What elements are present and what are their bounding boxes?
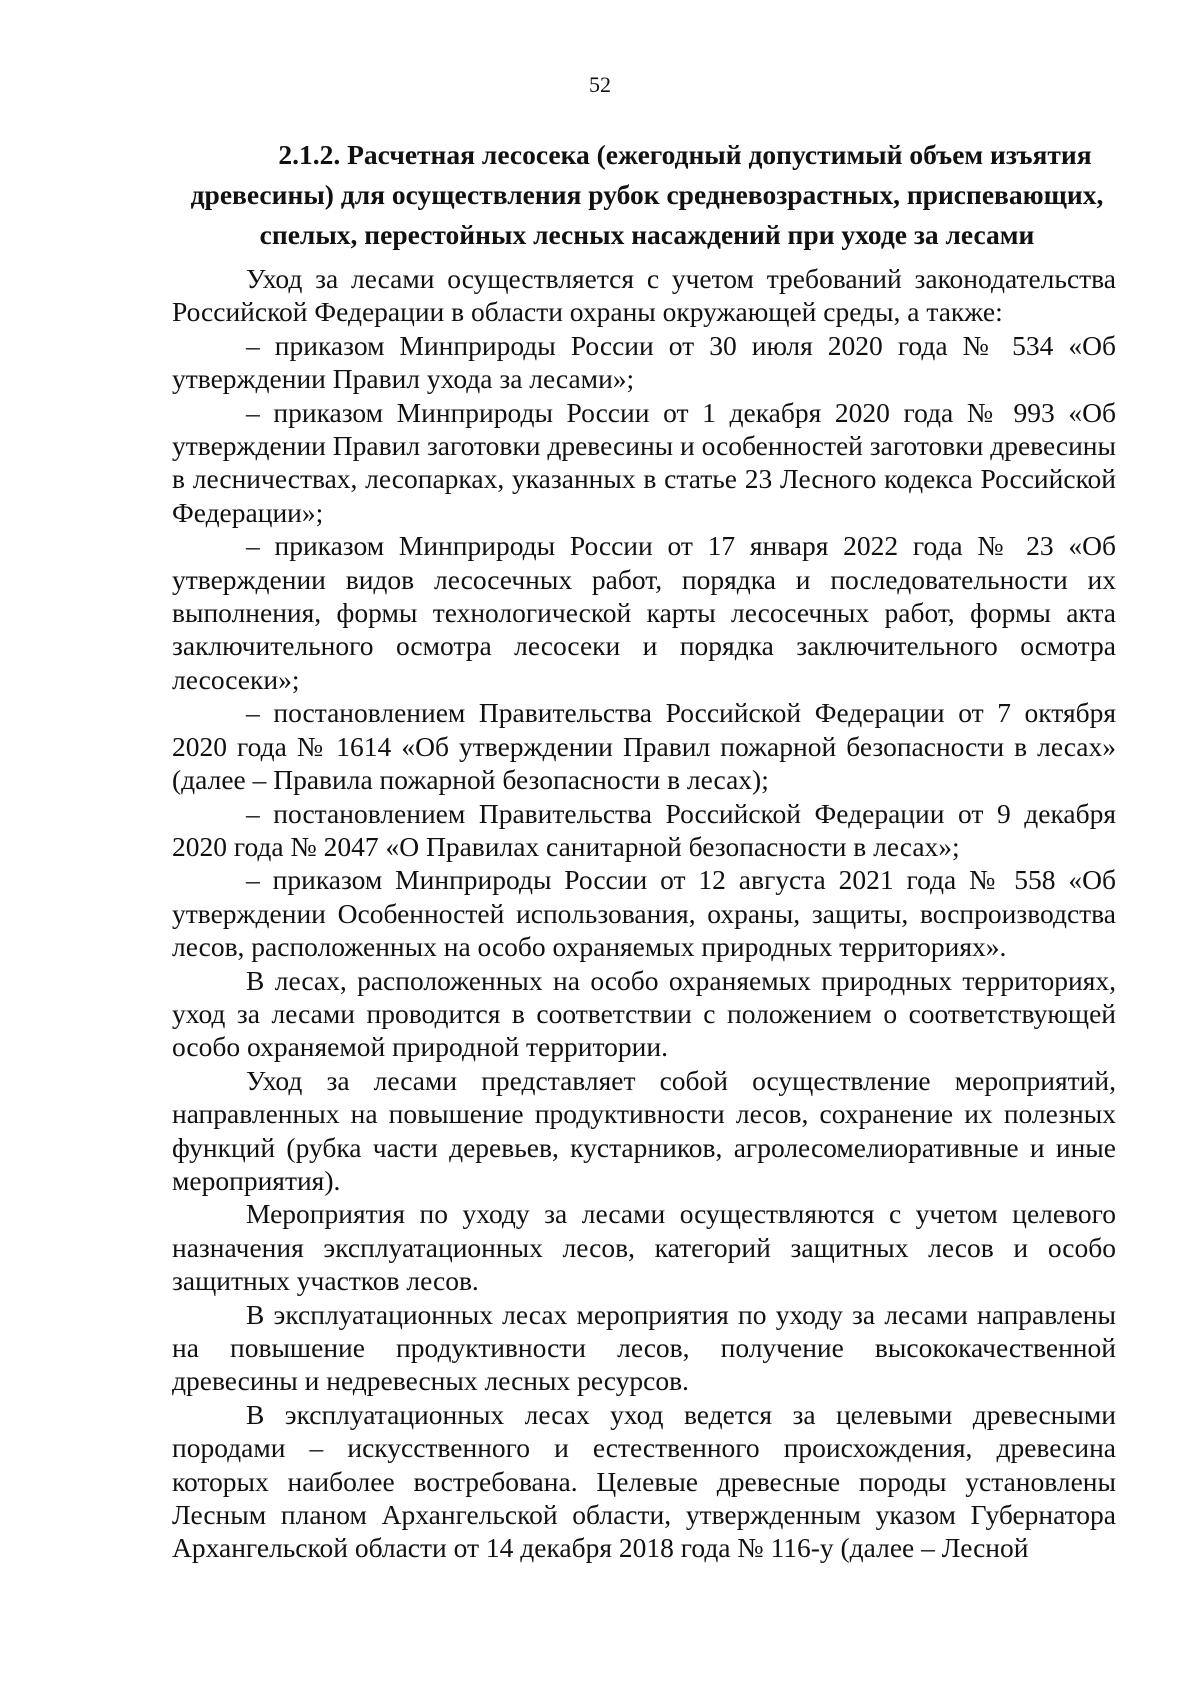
paragraph-protected-areas: В лесах, расположенных на особо охраняемых природных территориях, уход за лесами проводится в соответствии с положением о соответствующей особо охраняемой природной территории. xyxy=(172,964,1116,1063)
page-number: 52 xyxy=(589,72,611,97)
list-item-order-534: – приказом Минприроды России от 30 июля 2020 года № 534 «Об утверждении Правил ухода за лесами»; xyxy=(172,329,1116,395)
paragraph-care-measures: Мероприятия по уходу за лесами осуществляются с учетом целевого назначения эксплуатационных лесов, категорий защитных лесов и особо защитных участков лесов. xyxy=(172,1198,1116,1297)
paragraph-target-species: В эксплуатационных лесах уход ведется за целевыми древесными породами – искусственного и естественного происхождения, древесина которых наиболее востребована. Целевые древесные породы установлены Лесным планом Архангельской области, утвержденным указом Губернатора Архангельской области от 14 декабря 2018 года № 116-у (далее – Лесной xyxy=(172,1398,1116,1564)
section-heading-line: древесины) для осуществления рубок средневозрастных, приспевающих, xyxy=(190,179,1104,210)
list-item-resolution-1614: – постановлением Правительства Российской Федерации от 7 октября 2020 года № 1614 «Об утверждении Правил пожарной безопасности в лесах» (далее – Правила пожарной безопасности в лесах); xyxy=(172,697,1116,796)
list-item-order-993: – приказом Минприроды России от 1 декабря 2020 года № 993 «Об утверждении Правил заготовки древесины и особенностей заготовки древесины в лесничествах, лесопарках, указанных в статье 23 Лесного кодекса Российской Федерации»; xyxy=(172,396,1116,528)
list-item-order-558: – приказом Минприроды России от 12 августа 2021 года № 558 «Об утверждении Особенностей использования, охраны, защиты, воспроизводства лесов, расположенных на особо охраняемых природных территориях». xyxy=(172,864,1116,963)
section-heading-line: 2.1.2. Расчетная лесосека (ежегодный допустимый объем изъятия xyxy=(278,139,1092,170)
section-heading-line: спелых, перестойных лесных насаждений при уходе за лесами xyxy=(259,219,1035,250)
section-heading xyxy=(172,135,1122,255)
list-item-resolution-2047: – постановлением Правительства Российской Федерации от 9 декабря 2020 года № 2047 «О Правилах санитарной безопасности в лесах»; xyxy=(172,797,1116,862)
document-body xyxy=(172,262,1116,1565)
list-item-order-23: – приказом Минприроды России от 17 января 2022 года № 23 «Об утверждении видов лесосечных работ, порядка и последовательности их выполнения, формы технологической карты лесосечных работ, формы акта заключительного осмотра лесосеки и порядка заключительного осмотра лесосеки»; xyxy=(172,530,1116,695)
paragraph-intro: Уход за лесами осуществляется с учетом требований законодательства Российской Федерации в области охраны окружающей среды, а также: xyxy=(172,263,1116,328)
paragraph-forest-care-definition: Уход за лесами представляет собой осуществление мероприятий, направленных на повышение продуктивности лесов, сохранение их полезных функций (рубка части деревьев, кустарников, агролесомелиоративные и иные мероприятия). xyxy=(172,1064,1116,1196)
paragraph-exploitation-forests: В эксплуатационных лесах мероприятия по уходу за лесами направлены на повышение продуктивности лесов, получение высококачественной древесины и недревесных лесных ресурсов. xyxy=(172,1298,1116,1397)
